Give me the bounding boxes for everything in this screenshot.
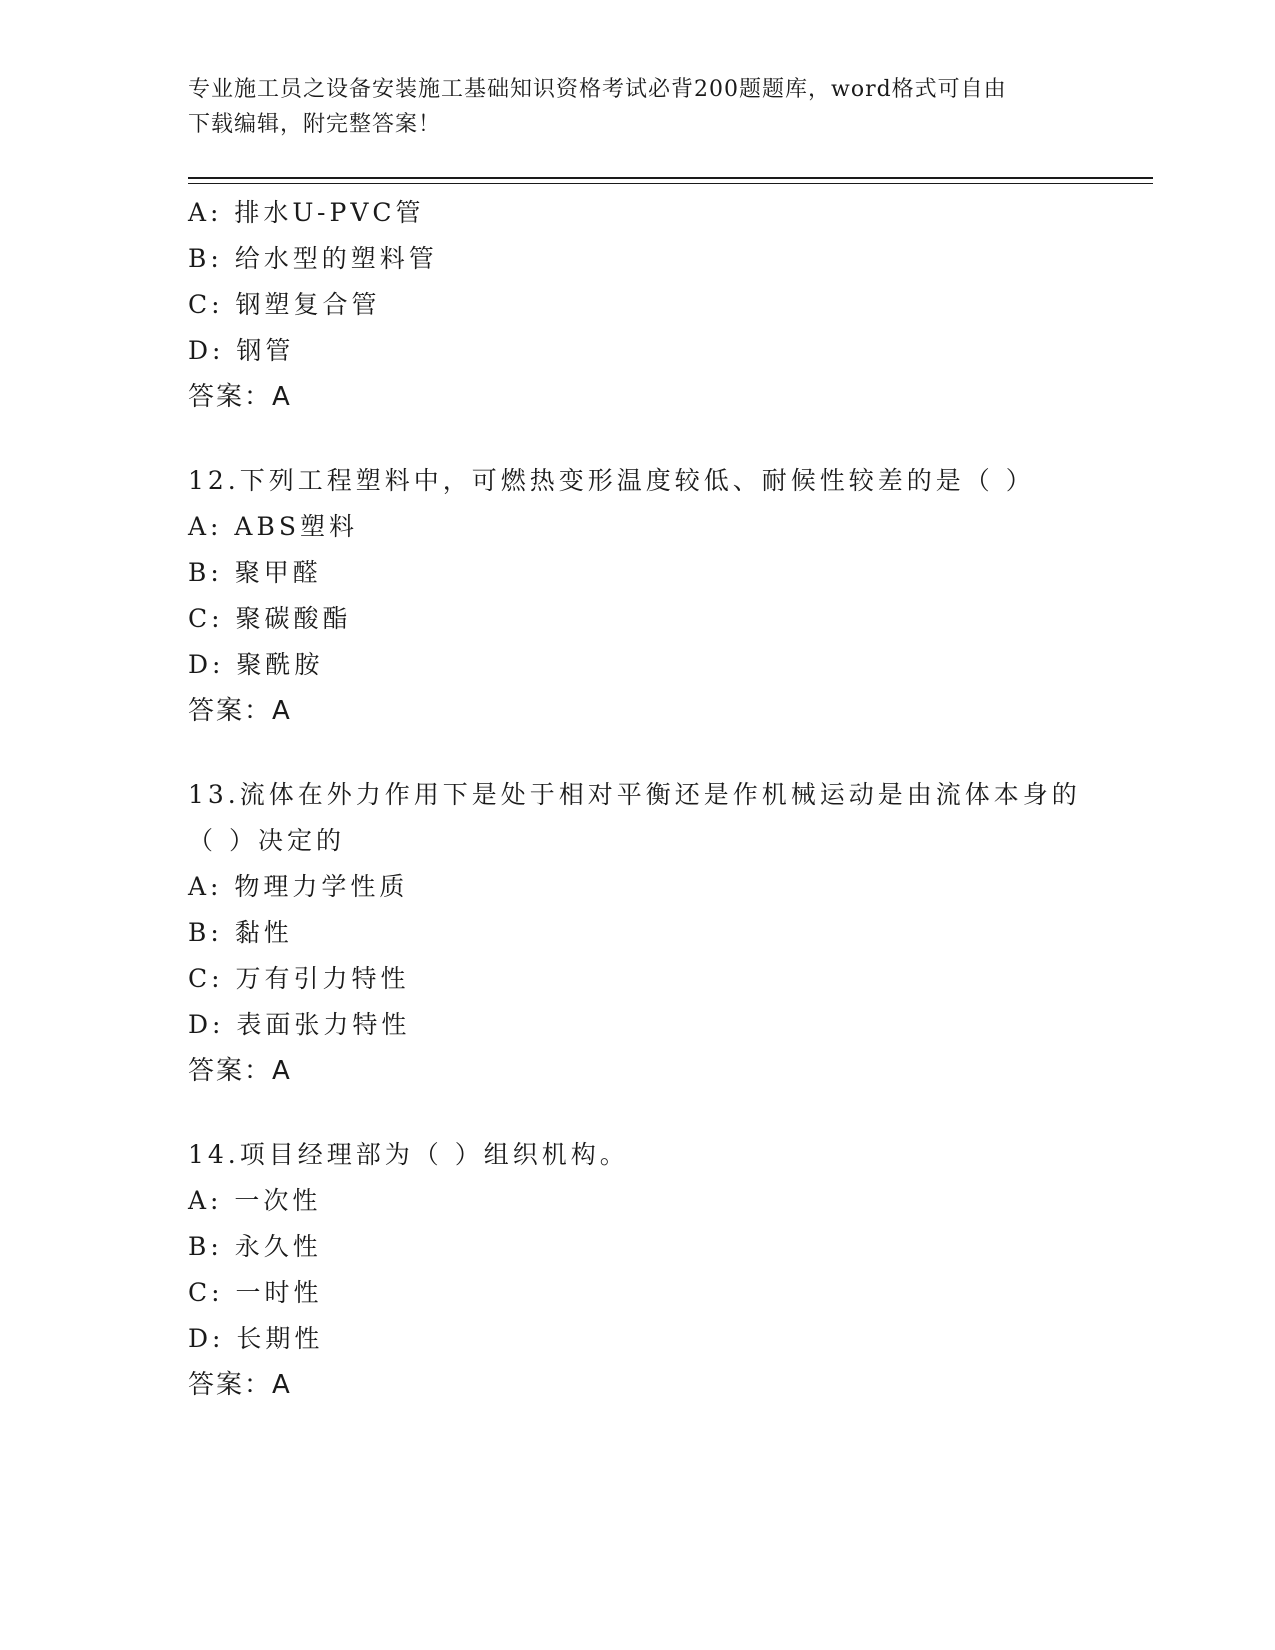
option-c: C: 一时性 — [188, 1278, 323, 1307]
header-divider-thin — [188, 183, 1153, 184]
document-header — [188, 72, 1088, 142]
option-b: B: 永久性 — [188, 1232, 322, 1261]
question-stem: 12.下列工程塑料中，可燃热变形温度较低、耐候性较差的是（ ） — [188, 466, 1035, 495]
option-b: B: 聚甲醛 — [188, 558, 322, 587]
question-14 — [188, 1132, 1148, 1408]
option-c: C: 聚碳酸酯 — [188, 604, 352, 633]
question-11 — [188, 190, 1148, 420]
option-b: B: 黏性 — [188, 918, 293, 947]
question-13 — [188, 772, 1148, 1094]
option-a: A: ABS塑料 — [188, 512, 358, 541]
header-divider-thick — [188, 177, 1153, 179]
option-a: A: 排水U-PVC管 — [188, 198, 425, 227]
question-stem: 13.流体在外力作用下是处于相对平衡还是作机械运动是由流体本身的（ ）决定的 — [188, 780, 1081, 855]
option-d: D: 聚酰胺 — [188, 650, 324, 679]
option-c: C: 钢塑复合管 — [188, 290, 381, 319]
question-stem: 14.项目经理部为（ ）组织机构。 — [188, 1140, 629, 1169]
header-line-1: 专业施工员之设备安装施工基础知识资格考试必背200题题库，word格式可自由 — [188, 77, 1007, 102]
answer: 答案：A — [188, 696, 292, 726]
question-list — [188, 190, 1148, 1408]
option-d: D: 钢管 — [188, 336, 295, 365]
header-line-2: 下载编辑，附完整答案！ — [188, 112, 442, 137]
answer: 答案：A — [188, 1370, 292, 1400]
option-c: C: 万有引力特性 — [188, 964, 410, 993]
option-d: D: 长期性 — [188, 1324, 324, 1353]
answer: 答案：A — [188, 1056, 292, 1086]
answer: 答案：A — [188, 382, 292, 412]
option-b: B: 给水型的塑料管 — [188, 244, 438, 273]
question-12 — [188, 458, 1148, 734]
option-a: A: 一次性 — [188, 1186, 322, 1215]
option-a: A: 物理力学性质 — [188, 872, 409, 901]
option-d: D: 表面张力特性 — [188, 1010, 411, 1039]
